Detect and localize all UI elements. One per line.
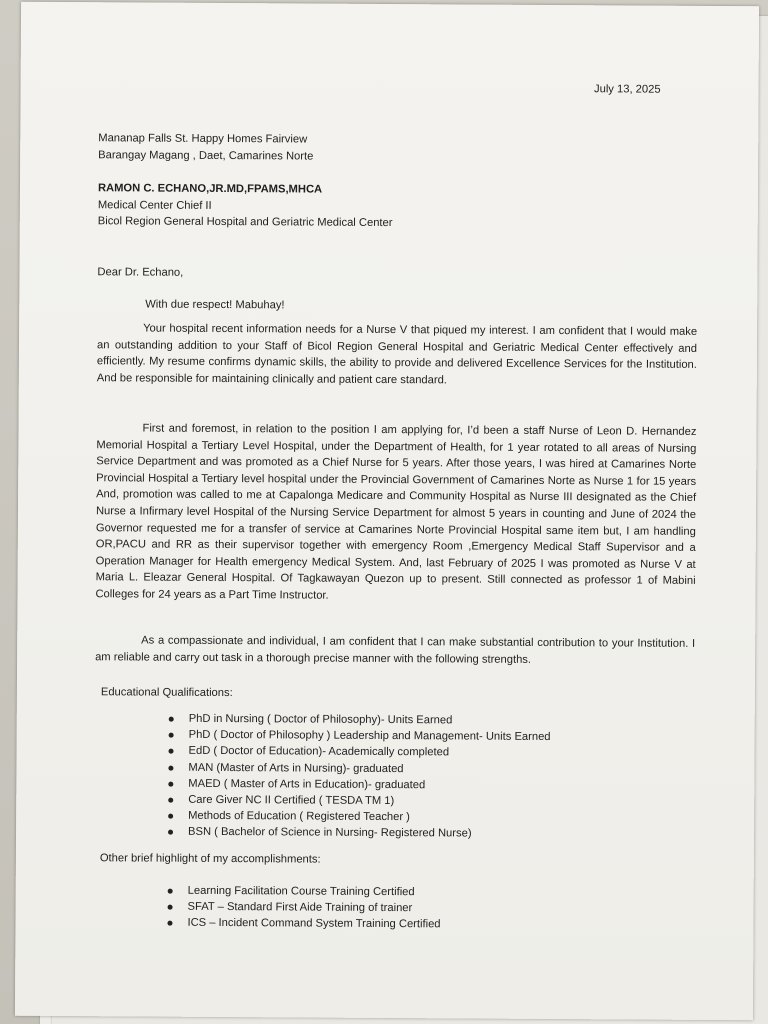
recipient-institution: Bicol Region General Hospital and Geriatric Medical Center xyxy=(97,215,393,230)
bullet-icon xyxy=(169,717,174,722)
bullet-icon xyxy=(169,749,174,754)
opening-greeting: With due respect! Mabuhay! xyxy=(145,298,285,312)
list-item: MAED ( Master of Arts in Education)- graduated xyxy=(164,775,550,794)
list-item: MAN (Master of Arts in Nursing)- graduated xyxy=(164,759,550,778)
bullet-icon xyxy=(168,781,173,786)
list-item: Learning Facilitation Course Training Certified xyxy=(164,883,441,901)
letter-page xyxy=(15,2,759,1020)
recipient-block xyxy=(98,180,698,233)
sender-address-line: Barangay Magang , Daet, Camarines Norte xyxy=(98,148,314,163)
recipient-name: RAMON C. ECHANO,JR.MD,FPAMS,MHCA xyxy=(97,182,323,196)
bullet-icon xyxy=(168,798,173,803)
accomplishments-list xyxy=(163,883,440,933)
sender-address xyxy=(98,130,698,167)
list-item: ICS – Incident Command System Training Certified xyxy=(163,915,440,933)
education-heading: Educational Qualifications: xyxy=(100,686,233,700)
list-item: Care Giver NC II Certified ( TESDA TM 1) xyxy=(164,792,550,811)
list-item: PhD ( Doctor of Philosophy ) Leadership and Management- Units Earned xyxy=(165,727,551,746)
recipient-title: Medical Center Chief II xyxy=(97,198,212,212)
paragraph-strengths: As a compassionate and individual, I am confident that I can make substantial contribution to your Institution. I am reliable and carry out task in a thorough precise manner with the following strengths. xyxy=(95,634,696,666)
bullet-icon xyxy=(168,889,173,894)
accomplishments-heading: Other brief highlight of my accomplishments: xyxy=(99,852,321,866)
list-item: BSN ( Bachelor of Science in Nursing- Registered Nurse) xyxy=(164,824,550,843)
letter-date: July 13, 2025 xyxy=(593,83,661,96)
bullet-icon xyxy=(168,905,173,910)
bullet-icon xyxy=(168,830,173,835)
list-item: Methods of Education ( Registered Teacher ) xyxy=(164,808,550,827)
paragraph-experience: First and foremost, in relation to the position I am applying for, I’d been a staff Nurse of Leon D. Hernandez Memorial Hospital a Tertiary Level Hospital, under the Department of Health, for 1 year rotated to all areas of Nursing Service Department and was promoted as a Chief Nurse for 5 years. After those years, I was hired at Camarines Norte Provincial Hospital a Tertiary level hospital under the Provincial Government of Camarines Norte as Nurse 1 for 15 years And, promotion was called to me at Capalonga Medicare and Community Hospital as Nurse III designated as the Chief Nurse a Infirmary level Hospital of the Nursing Service Department for almost 5 years in counting and June of 2024 the Governor requested me for a transfer of service at Camarines Norte Provincial Hospital same item but, I am handling OR,PACU and RR as their supervisor together with emergency Room ,Emergency Medical Staff Supervisor and a Operation Manager for Health emergency Medical System. And, last February of 2025 I was promoted as Nurse V at Maria L. Eleazar General Hospital. Of Tagkawayan Quezon up to present. Still connected as professor 1 of Mabini Colleges for 24 years as a Part Time Instructor. xyxy=(95,422,697,602)
list-item: EdD ( Doctor of Education)- Academically completed xyxy=(164,743,550,762)
list-item: SFAT – Standard First Aide Training of trainer xyxy=(164,899,441,917)
education-list xyxy=(164,711,551,843)
bullet-icon xyxy=(167,921,172,926)
sender-address-line: Mananap Falls St. Happy Homes Fairview xyxy=(98,132,308,146)
salutation: Dear Dr. Echano, xyxy=(97,266,184,279)
bullet-icon xyxy=(169,733,174,738)
bullet-icon xyxy=(168,814,173,819)
bullet-icon xyxy=(168,765,173,770)
list-item: PhD in Nursing ( Doctor of Philosophy)- Units Earned xyxy=(165,711,551,730)
paragraph-intro: Your hospital recent information needs for a Nurse V that piqued my interest. I am confident that I would make an outstanding addition to your Staff of Bicol Region General Hospital and Geriatric Medical Center effectively and efficiently. My resume confirms dynamic skills, the ability to provide and delivered Excellence Services for the Institution. And be responsible for maintaining clinically and patient care standard. xyxy=(96,322,698,387)
